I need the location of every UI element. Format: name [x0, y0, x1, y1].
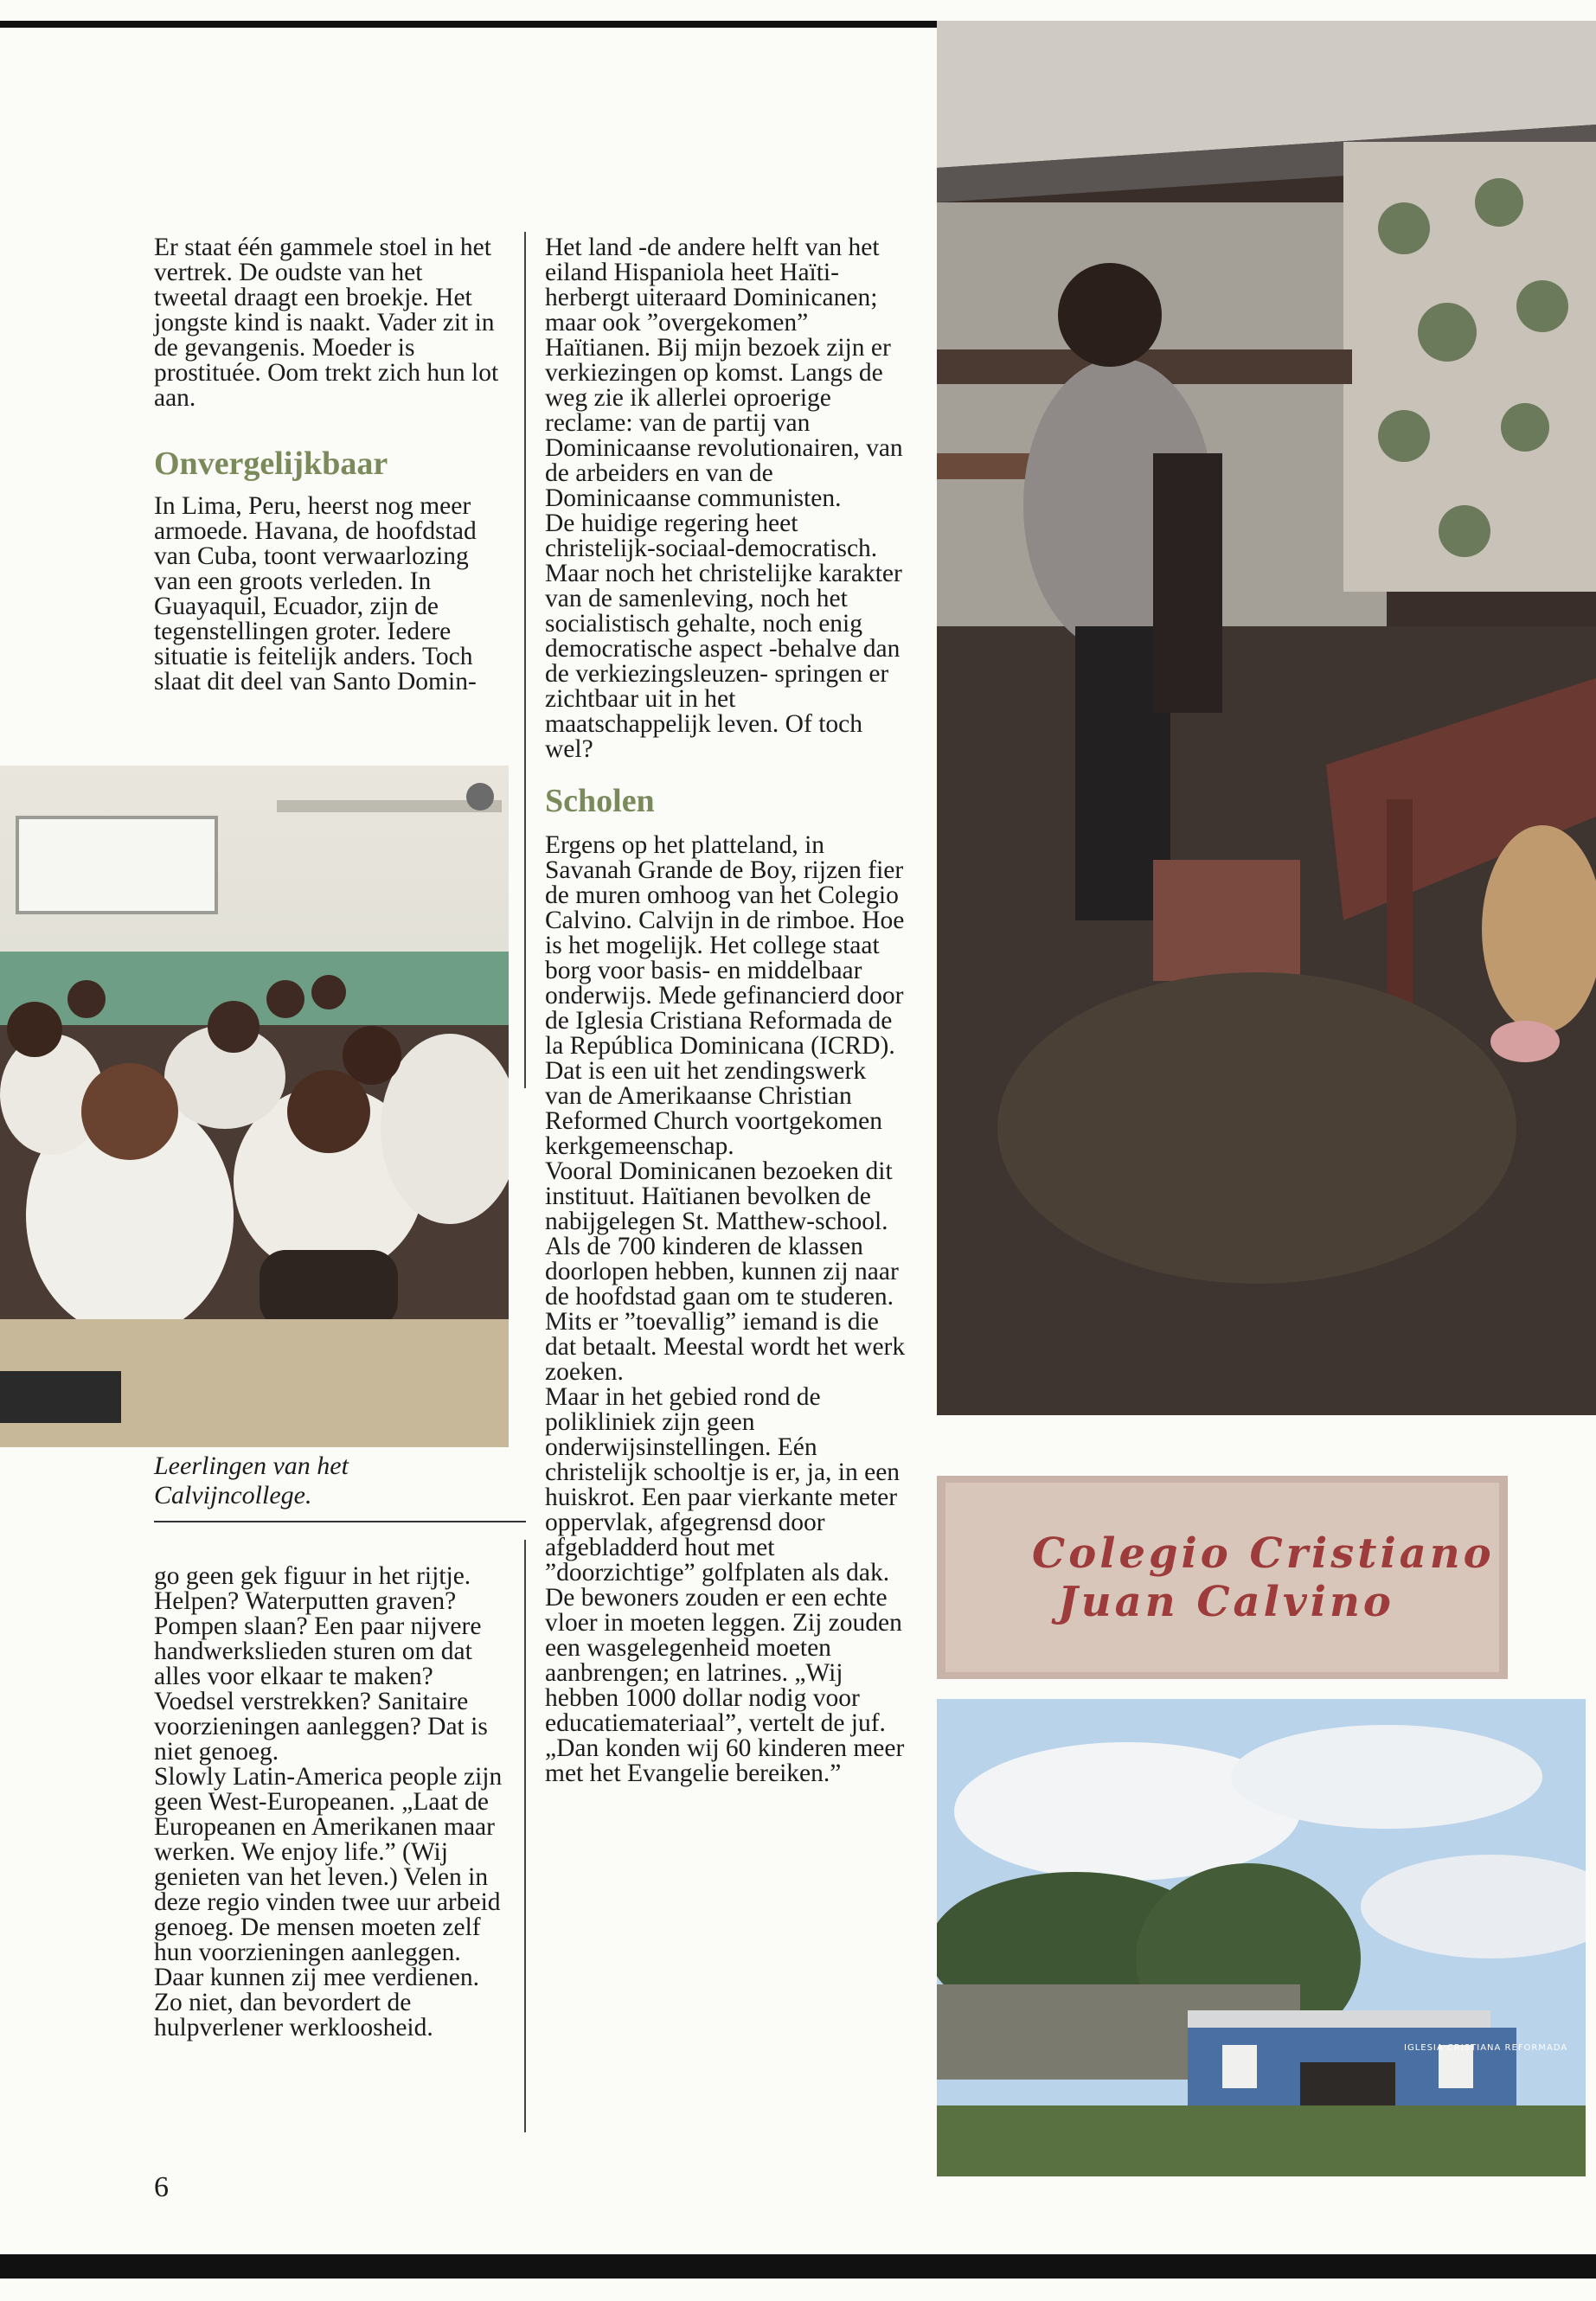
school-sign-text: IGLESIA CRISTIANA REFORMADA	[1404, 2043, 1568, 2053]
column-divider-top	[524, 232, 526, 1088]
polikliniek-paragraph: Maar in het gebied rond de polikliniek zijn geen onderwijsinstellingen. Eén christelijk schooltje is er, ja, in een huiskrot. Een paar vierkante meter oppervlak, afgegrensd door afgebladderd hout met ”doorzichtige” golfplaten als dak. De bewoners zouden er een echte vloer in moeten leggen. Zij zouden een wasgelegenheid moeten aanbrengen; en latrines. „Wij hebben 1000 dollar nodig voor educatiemateriaal”, vertelt de juf. „Dan konden wij 60 kinderen meer met het Evangelie bereiken.”	[545, 1383, 905, 1787]
intro-paragraph: Er staat één gammele stoel in het vertrek. De oudste van het tweetal draagt een broekje. Het jongste kind is naakt. Vader zit in de gevangenis. Moeder is prostituée. Oom trekt zich hun lot aan.	[154, 234, 499, 412]
sign-text	[1032, 1529, 1508, 1626]
school-photo	[937, 1699, 1586, 2176]
caption-rule	[154, 1521, 526, 1522]
middle-column	[545, 235, 907, 1786]
dominicanen-paragraph: Vooral Dominicanen bezoeken dit instituut. Haïtianen bevolken de nabijgelegen St. Matthew-school. Als de 700 kinderen de klassen doorlopen hebben, kunnen zij naar de hoofdstad gaan om te studeren. Mits er ”toevallig” iemand is die dat betaalt. Meestal wordt het werk zoeken.	[545, 1157, 906, 1386]
left-column-bottom	[154, 1564, 509, 2041]
left-column-top	[154, 235, 500, 695]
sign-photo	[937, 1476, 1508, 1679]
colegio-paragraph: Ergens op het platteland, in Savanah Grande de Boy, rijzen fier de muren omhoog van het Colegio Calvino. Calvijn in de rimboe. Hoe is het mogelijk. Het college staat borg voor basis- en middelbaar onderwijs. Mede gefinancierd door de Iglesia Cristiana Reformada de la República Dominicana (ICRD). Dat is een uit het zendingswerk van de Amerikaanse Christian Reformed Church voortgekomen kerkgemeenschap.	[545, 831, 905, 1160]
bottom-rule	[0, 2254, 1596, 2279]
column-divider-bottom	[524, 1540, 526, 2132]
slowly-paragraph: Slowly Latin-America people zijn geen West-Europeanen. „Laat de Europeanen en Amerikanen maar werken. We enjoy life.” (Wij genieten van het leven.) Velen in deze regio vinden twee uur arbeid genoeg. De mensen moeten zelf hun voorzieningen aanleggen. Daar kunnen zij mee verdienen. Zo niet, dan bevordert de hulpverlener werkloosheid.	[154, 1763, 503, 2041]
classroom-caption: Leerlingen van het Calvijncollege.	[154, 1452, 349, 1509]
page-number: 6	[154, 2171, 169, 2203]
regering-paragraph: De huidige regering heet christelijk-sociaal-democratisch. Maar noch het christelijke karakter van de samenleving, noch het socialistisch gehalte, noch enig democratische aspect -behalve dan de verkiezingsleuzen- springen er zichtbaar uit in het maatschappelijk leven. Of toch wel?	[545, 510, 902, 763]
sign-line-2: Juan Calvino	[1058, 1578, 1394, 1626]
heading-onvergelijkbaar: Onvergelijkbaar	[154, 445, 388, 482]
sign-line-1: Colegio Cristiano	[1032, 1529, 1495, 1578]
helpen-paragraph: go geen gek figuur in het rijtje. Helpen? Waterputten graven? Pompen slaan? Een paar nijvere handwerkslieden sturen om dat alles voor elkaar te maken? Voedsel verstrekken? Sanitaire voorzieningen aanleggen? Dat is niet genoeg.	[154, 1562, 488, 1766]
interior-photo	[937, 21, 1596, 1415]
hispaniola-paragraph: Het land -de andere helft van het eiland Hispaniola heet Haïti- herbergt uiteraard Dominicanen; maar ook ”overgekomen” Haïtianen. Bij mijn bezoek zijn er verkiezingen op komst. Langs de weg zie ik allerlei oproerige reclame: van de partij van Dominicaanse revolutionairen, van de arbeiders en van de Dominicaanse communisten.	[545, 234, 903, 512]
heading-scholen: Scholen	[545, 783, 655, 819]
classroom-photo	[0, 766, 509, 1447]
lima-paragraph: In Lima, Peru, heerst nog meer armoede. Havana, de hoofdstad van Cuba, toont verwaarlozing van een groots verleden. In Guayaquil, Ecuador, zijn de tegenstellingen groter. Iedere situatie is feitelijk anders. Toch slaat dit deel van Santo Domin-	[154, 492, 477, 695]
